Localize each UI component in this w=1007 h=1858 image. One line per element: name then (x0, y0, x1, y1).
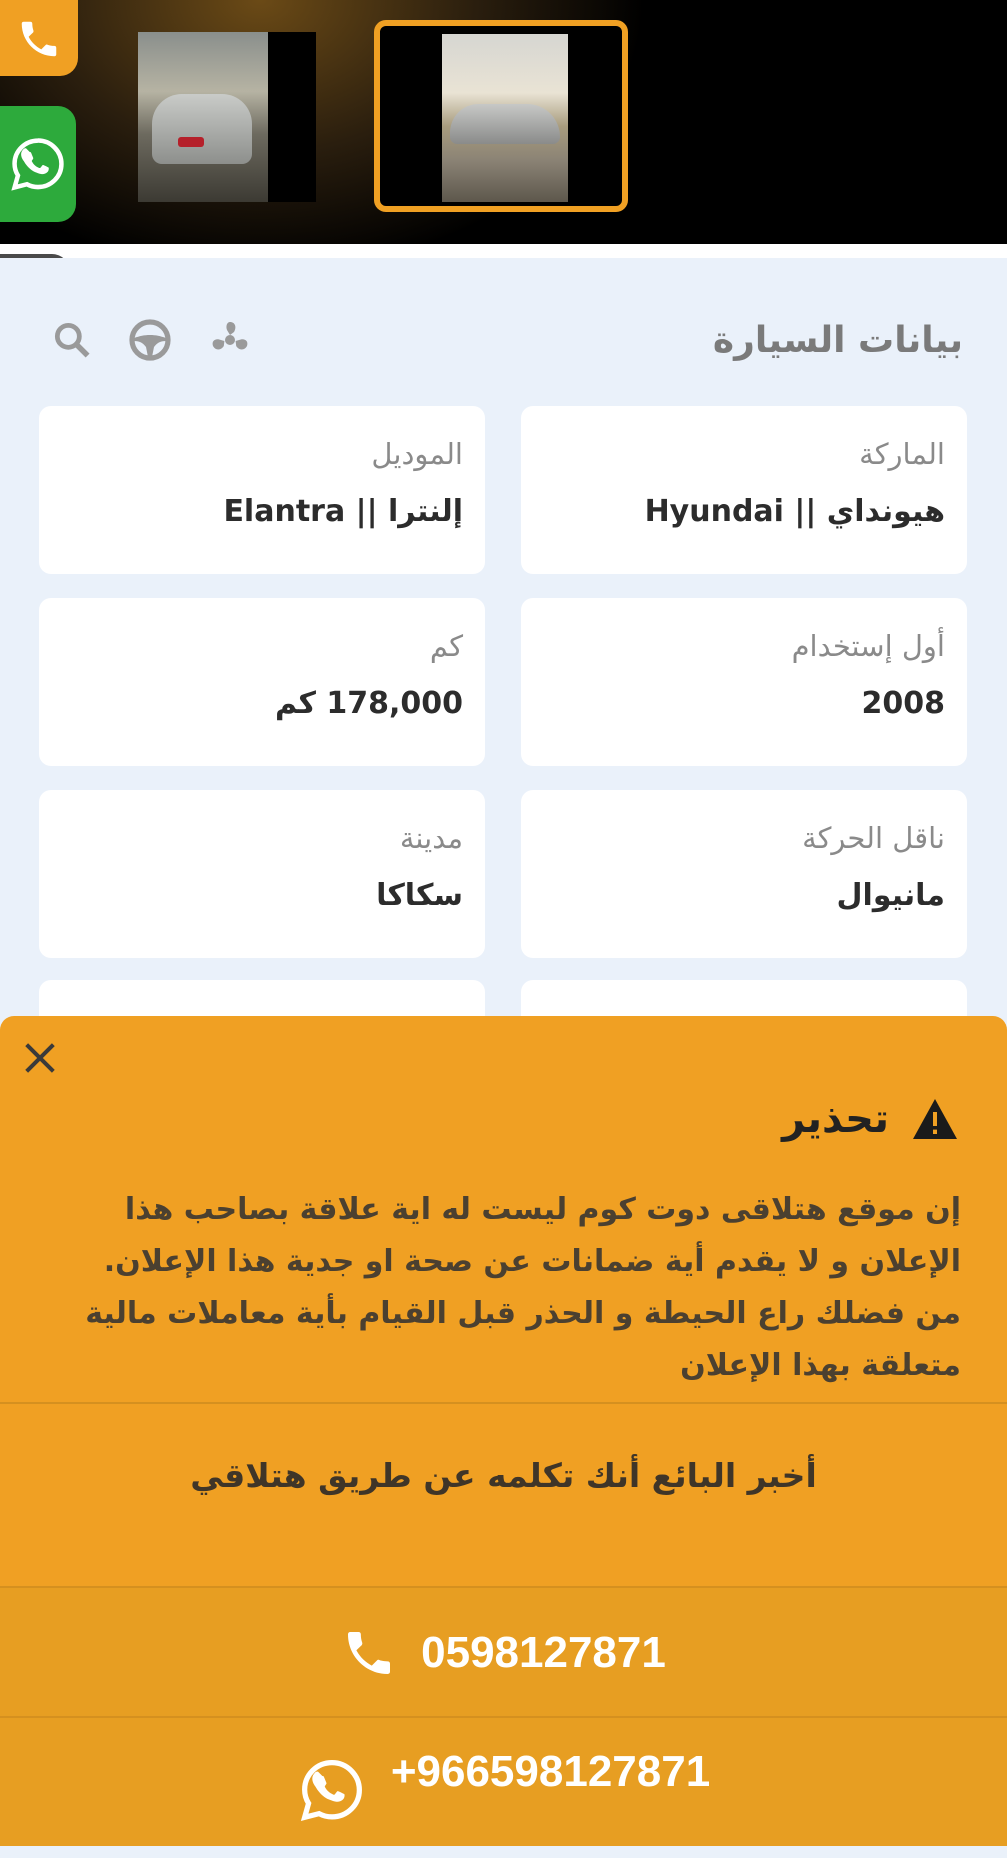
field-label: الموديل (371, 437, 463, 471)
field-card-model (39, 406, 485, 574)
gallery-thumbnail-1[interactable] (138, 32, 316, 202)
field-value: إلنترا || Elantra (223, 494, 463, 529)
image-gallery (0, 0, 1007, 244)
whatsapp-icon (297, 1755, 367, 1825)
phone-number: 0598127871 (421, 1628, 666, 1677)
warning-title-text: تحذير (782, 1096, 889, 1142)
divider (0, 1402, 1007, 1404)
tell-seller-text: أخبر البائع أنك تكلمه عن طريق هتلاقي (190, 1456, 817, 1495)
field-value: مانيوال (836, 878, 945, 913)
field-card-mileage (39, 598, 485, 766)
whatsapp-icon (8, 134, 68, 194)
field-value: 178,000 كم (274, 686, 463, 721)
warning-icon (911, 1097, 959, 1141)
field-card-brand (521, 406, 967, 574)
field-card-first-use (521, 598, 967, 766)
field-label: كم (429, 629, 463, 663)
field-label: أول إستخدام (791, 629, 945, 663)
warning-title (782, 1096, 959, 1142)
steering-wheel-icon (126, 316, 174, 364)
field-label: ناقل الحركة (802, 821, 945, 855)
phone-icon (16, 16, 62, 62)
search-icon (50, 318, 94, 362)
whatsapp-seller-button[interactable] (0, 1718, 1007, 1846)
call-floating-button[interactable] (0, 0, 78, 76)
car-photo-rear (138, 32, 268, 202)
warning-message: إن موقع هتلاقى دوت كوم ليست له اية علاقة بصاحب هذا الإعلان و لا يقدم أية ضمانات عن صحة او جدية هذا الإعلان. من فضلك راع الحيطة و الحذر قبل القيام بأية معاملات مالية متعلقة بهذا الإعلان (85, 1192, 961, 1383)
field-value: سكاكا (376, 878, 463, 913)
field-card-city (39, 790, 485, 958)
close-icon[interactable] (20, 1038, 60, 1078)
call-seller-button[interactable] (0, 1588, 1007, 1718)
section-title: بيانات السيارة (712, 320, 963, 361)
car-photo-side (442, 34, 568, 202)
fan-icon (206, 316, 254, 364)
field-card-transmission (521, 790, 967, 958)
whatsapp-number: +966598127871 (390, 1747, 711, 1796)
field-label: الماركة (859, 437, 945, 471)
gallery-thumbnail-2-active[interactable] (374, 20, 628, 212)
phone-icon (341, 1625, 397, 1681)
feature-icons (50, 316, 254, 364)
field-label: مدينة (399, 821, 463, 855)
field-value: هيونداي || Hyundai (644, 494, 945, 529)
field-value: 2008 (861, 686, 945, 721)
whatsapp-floating-button[interactable] (0, 106, 76, 222)
